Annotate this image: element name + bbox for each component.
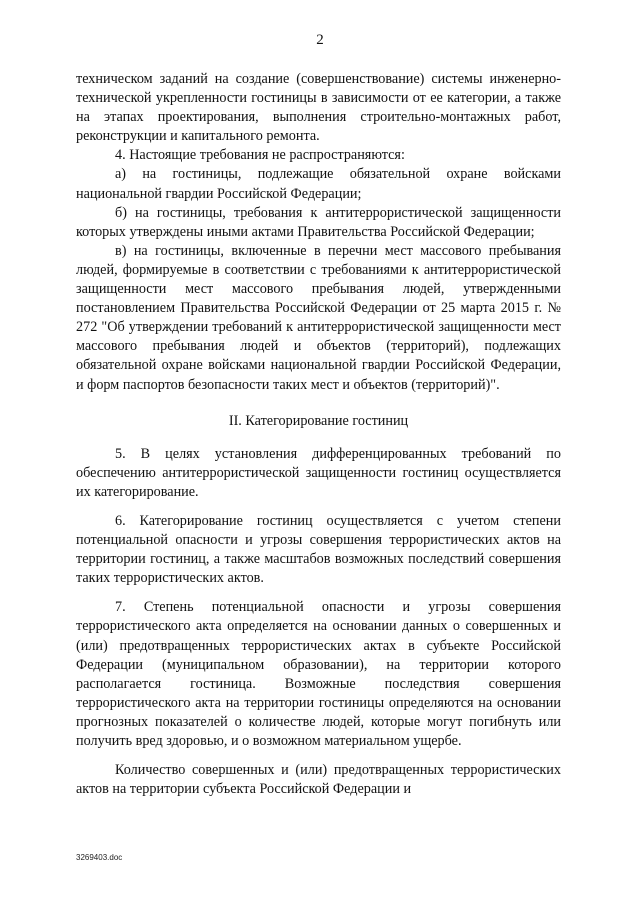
paragraph-item-5: 5. В целях установления дифференцированных требований по обеспечению антитеррористической защищенности гостиниц осуществляется их категорирование. [76, 445, 561, 500]
paragraph-item-4: 4. Настоящие требования не распространяются: [115, 147, 405, 164]
paragraph-item-4b: б) на гостиницы, требования к антитеррористической защищенности которых утверждены иными актами Правительства Российской Федерации; [76, 204, 561, 240]
paragraph-continuation: техническом заданий на создание (совершенствование) системы инженерно-технической укрепленности гостиницы в зависимости от ее категории, а также на этапах проектирования, выполнения строительно-монтажных работ, реконструкции и капитального ремонта. [76, 71, 561, 145]
paragraph-item-6: 6. Категорирование гостиниц осуществляется с учетом степени потенциальной опасности и угрозы совершения террористических актов на территории гостиниц, а также масштабов возможных последствий совершения таких террористических актов. [76, 512, 561, 587]
paragraph-item-4a: а) на гостиницы, подлежащие обязательной охране войсками национальной гвардии Российской Федерации; [76, 166, 561, 202]
paragraph-item-4v: в) на гостиницы, включенные в перечни мест массового пребывания людей, формируемые в соответствии с требованиями к антитеррористической защищенности мест массового пребывания людей, утвержденными постановлением Правительства Российской Федерации от 25 марта 2015 г. № 272 "Об утверждении требований к антитеррористической защищенности мест массового пребывания людей и объектов (территорий), подлежащих обязательной охране войсками национальной гвардии Российской Федерации, и форм паспортов безопасности таких мест и объектов (территорий)". [76, 242, 561, 393]
document-filename: 3269403.doc [76, 853, 123, 862]
page-number: 2 [316, 32, 324, 48]
paragraph-item-7: 7. Степень потенциальной опасности и угрозы совершения террористического акта определяется на основании данных о совершенных и (или) предотвращенных террористических актах в субъекте Российской Федерации (муниципальном образовании), на территории которого располагается гостиница. Возможные последствия совершения террористического акта на территории гостиницы определяются на основании прогнозных показателей о количестве людей, которые могут погибнуть или получить вред здоровью, и о возможном материальном ущербе. [76, 599, 561, 749]
paragraph-quantity: Количество совершенных и (или) предотвращенных террористических актов на территории субъекта Российской Федерации и [76, 762, 561, 798]
document-body [76, 70, 561, 799]
section-heading: II. Категорирование гостиниц [228, 412, 409, 429]
